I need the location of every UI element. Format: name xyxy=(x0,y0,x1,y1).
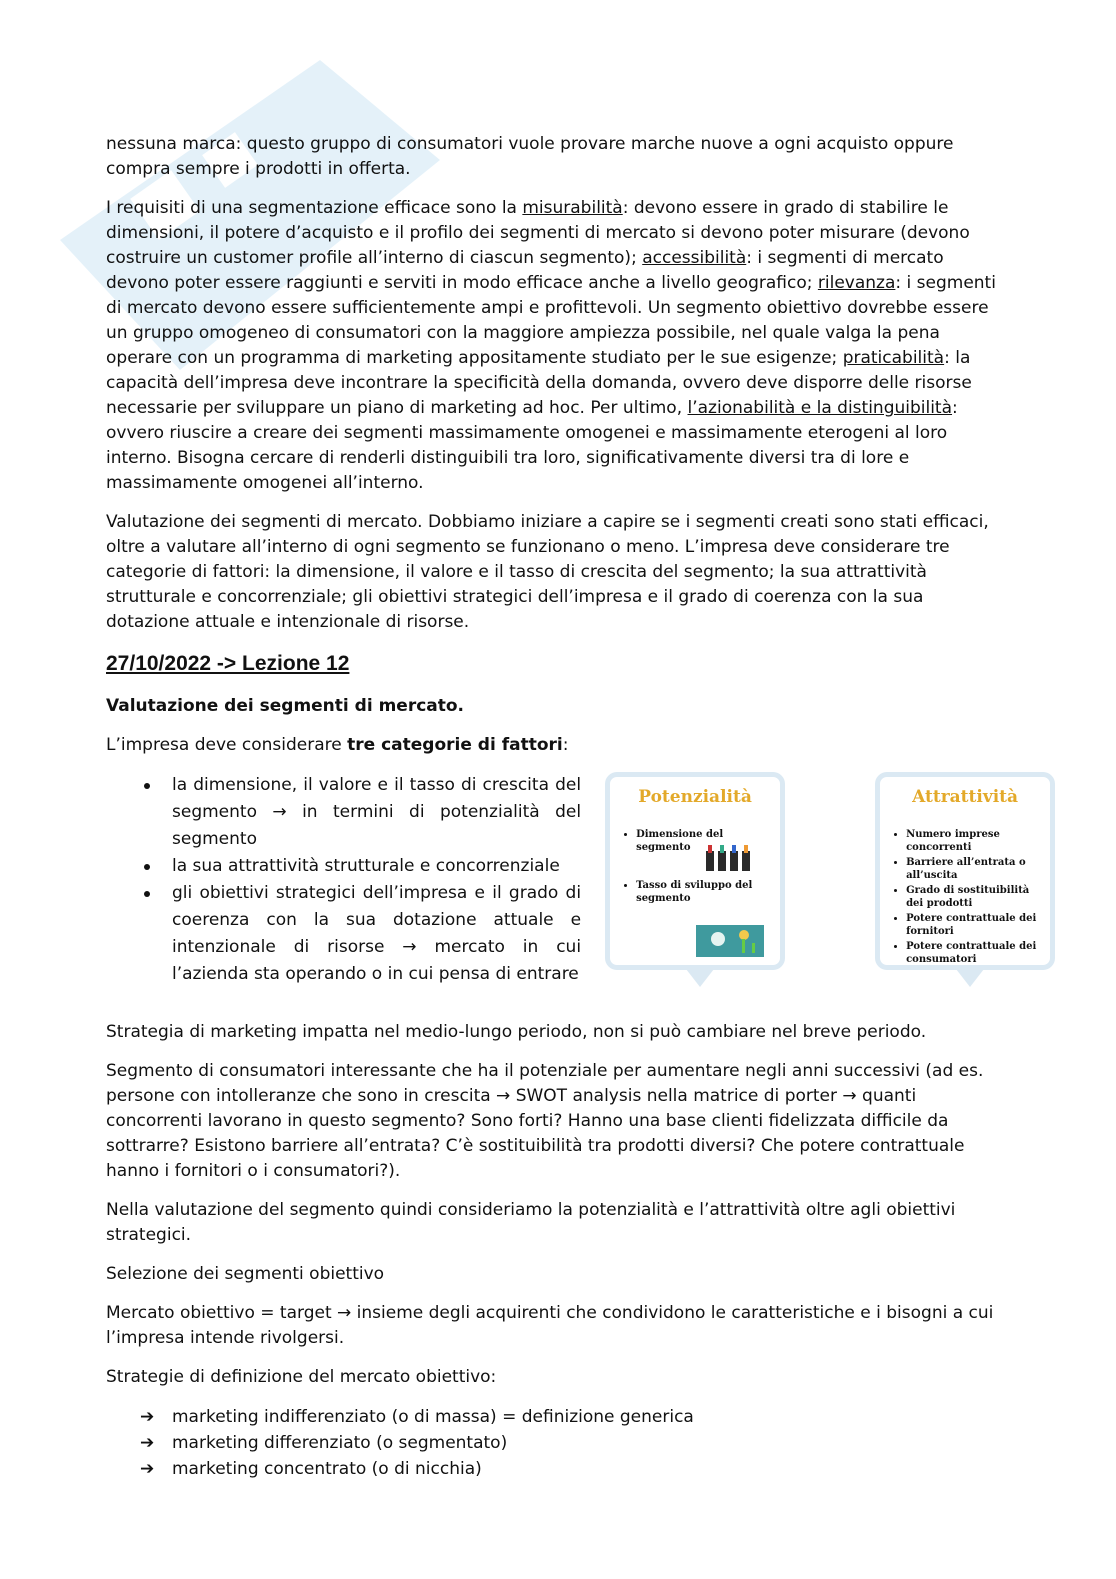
card-potenzialita xyxy=(605,772,785,970)
card-attrattivita xyxy=(875,772,1055,970)
underlined-term: rilevanza xyxy=(817,273,896,293)
section-subheading: Valutazione dei segmenti di mercato. xyxy=(106,696,465,716)
arrow-icon: ➔ xyxy=(140,1433,155,1453)
paragraph-requisiti: I requisiti di una segmentazione efficace sono la misurabilità: devono essere in grado di stabilire le dimensioni, il potere d’acquisto e il profilo dei segmenti di mercato si devono poter misurare (devono costruire un customer profile all’interno di ciascun segmento); accessibilità: i segmenti di mercato devono poter essere raggiunti e serviti in modo efficace anche a livello geografico; rilevanza: i segmenti di mercato devono essere sufficientemente ampi e profittevoli. Un segmento obiettivo dovrebbe essere un gruppo omogeneo di consumatori con la maggiore ampiezza possibile, nel quale valga la pena operare con un programma di marketing appositamente studiato per le sue esigenze; praticabilità: la capacità dell’impresa deve incontrare la specificità della domanda, ovvero deve disporre delle risorse necessarie per sviluppare un piano di marketing ad hoc. Per ultimo, l’azionabilità e la distinguibilità: ovvero riuscire a creare dei segmenti massimamente omogenei e massimamente eterogeni al loro interno. Bisogna cercare di renderli distinguibili tra loro, significativamente diversi tra di lore e massimamente omogenei all’interno. xyxy=(106,198,996,493)
growth-icon xyxy=(696,925,764,957)
card-list xyxy=(610,879,780,907)
card-title: Attrattività xyxy=(912,787,1019,807)
list-item: • Tasso di sviluppo del segmento xyxy=(636,879,774,905)
list-item: • Potere contrattuale dei fornitori xyxy=(906,912,1044,938)
factors-section xyxy=(106,772,1037,1004)
card-title: Potenzialità xyxy=(638,787,752,807)
paragraph: Segmento di consumatori interessante che ha il potenziale per aumentare negli anni successivi (ad es. persone con intolleranze che sono in crescita → SWOT analysis nella matrice di porter → quanti concorrenti lavorano in questo segmento? Sono forti? Hanno una base clienti fidelizzata difficile da sottrarre? Esistono barriere all’entrata? C’è sostituibilità tra prodotti diversi? Che potere contrattuale hanno i fornitori o i consumatori?). xyxy=(106,1061,984,1181)
arrow-icon: ➔ xyxy=(140,1459,155,1479)
list-item: ➔ marketing concentrato (o di nicchia) xyxy=(106,1456,1011,1482)
factor-cards xyxy=(605,772,1037,1004)
list-item: la dimensione, il valore e il tasso di crescita del segmento → in termini di potenzialità del segmento xyxy=(106,772,581,853)
bottles-icon xyxy=(702,843,752,873)
list-item: • Potere contrattuale dei consumatori xyxy=(906,940,1044,966)
paragraph-intro: L’impresa deve considerare tre categorie di fattori: xyxy=(106,735,569,755)
paragraph: Selezione dei segmenti obiettivo xyxy=(106,1264,385,1284)
underlined-term: l’azionabilità e la distinguibilità xyxy=(687,398,953,418)
paragraph: Strategie di definizione del mercato obiettivo: xyxy=(106,1367,497,1387)
strategies-list xyxy=(106,1404,1011,1482)
paragraph: Nella valutazione del segmento quindi consideriamo la potenzialità e l’attrattività oltre agli obiettivi strategici. xyxy=(106,1200,956,1245)
paragraph: Valutazione dei segmenti di mercato. Dobbiamo iniziare a capire se i segmenti creati sono stati efficaci, oltre a valutare all’interno di ogni segmento se funzionano o meno. L’impresa deve considerare tre categorie di fattori: la dimensione, il valore e il tasso di crescita del segmento; la sua attrattività strutturale e concorrenziale; gli obiettivi strategici dell’impresa e il grado di coerenza con la sua dotazione attuale e intenzionale di risorse. xyxy=(106,512,989,632)
underlined-term: praticabilità xyxy=(842,348,945,368)
arrow-icon: ➔ xyxy=(140,1407,155,1427)
paragraph: Mercato obiettivo = target → insieme degli acquirenti che condividono le caratteristiche e i bisogni a cui l’impresa intende rivolgersi. xyxy=(106,1303,994,1348)
list-item: • Grado di sostituibilità dei prodotti xyxy=(906,884,1044,910)
card-list xyxy=(610,828,780,854)
list-item: ➔ marketing differenziato (o segmentato) xyxy=(106,1430,1011,1456)
list-item: • Numero imprese concorrenti xyxy=(906,828,1044,854)
underlined-term: accessibilità xyxy=(642,248,747,268)
paragraph: nessuna marca: questo gruppo di consumatori vuole provare marche nuove a ogni acquisto oppure compra sempre i prodotti in offerta. xyxy=(106,134,954,179)
document-page xyxy=(106,132,1037,1482)
list-item: • Barriere all’entrata o all’uscita xyxy=(906,856,1044,882)
list-item: • Dimensione del segmento xyxy=(636,828,774,854)
paragraph: Strategia di marketing impatta nel medio-lungo periodo, non si può cambiare nel breve periodo. xyxy=(106,1022,927,1042)
factors-list xyxy=(106,772,581,988)
list-item: ➔ marketing indifferenziato (o di massa) = definizione generica xyxy=(106,1404,1011,1430)
list-item: la sua attrattività strutturale e concorrenziale xyxy=(106,853,581,880)
lesson-heading: 27/10/2022 -> Lezione 12 xyxy=(106,652,350,675)
card-list xyxy=(880,828,1050,966)
list-item: gli obiettivi strategici dell’impresa e il grado di coerenza con la sua dotazione attuale e intenzionale di risorse → mercato in cui l’azienda sta operando o in cui pensa di entrare xyxy=(106,880,581,988)
underlined-term: misurabilità xyxy=(522,198,623,218)
